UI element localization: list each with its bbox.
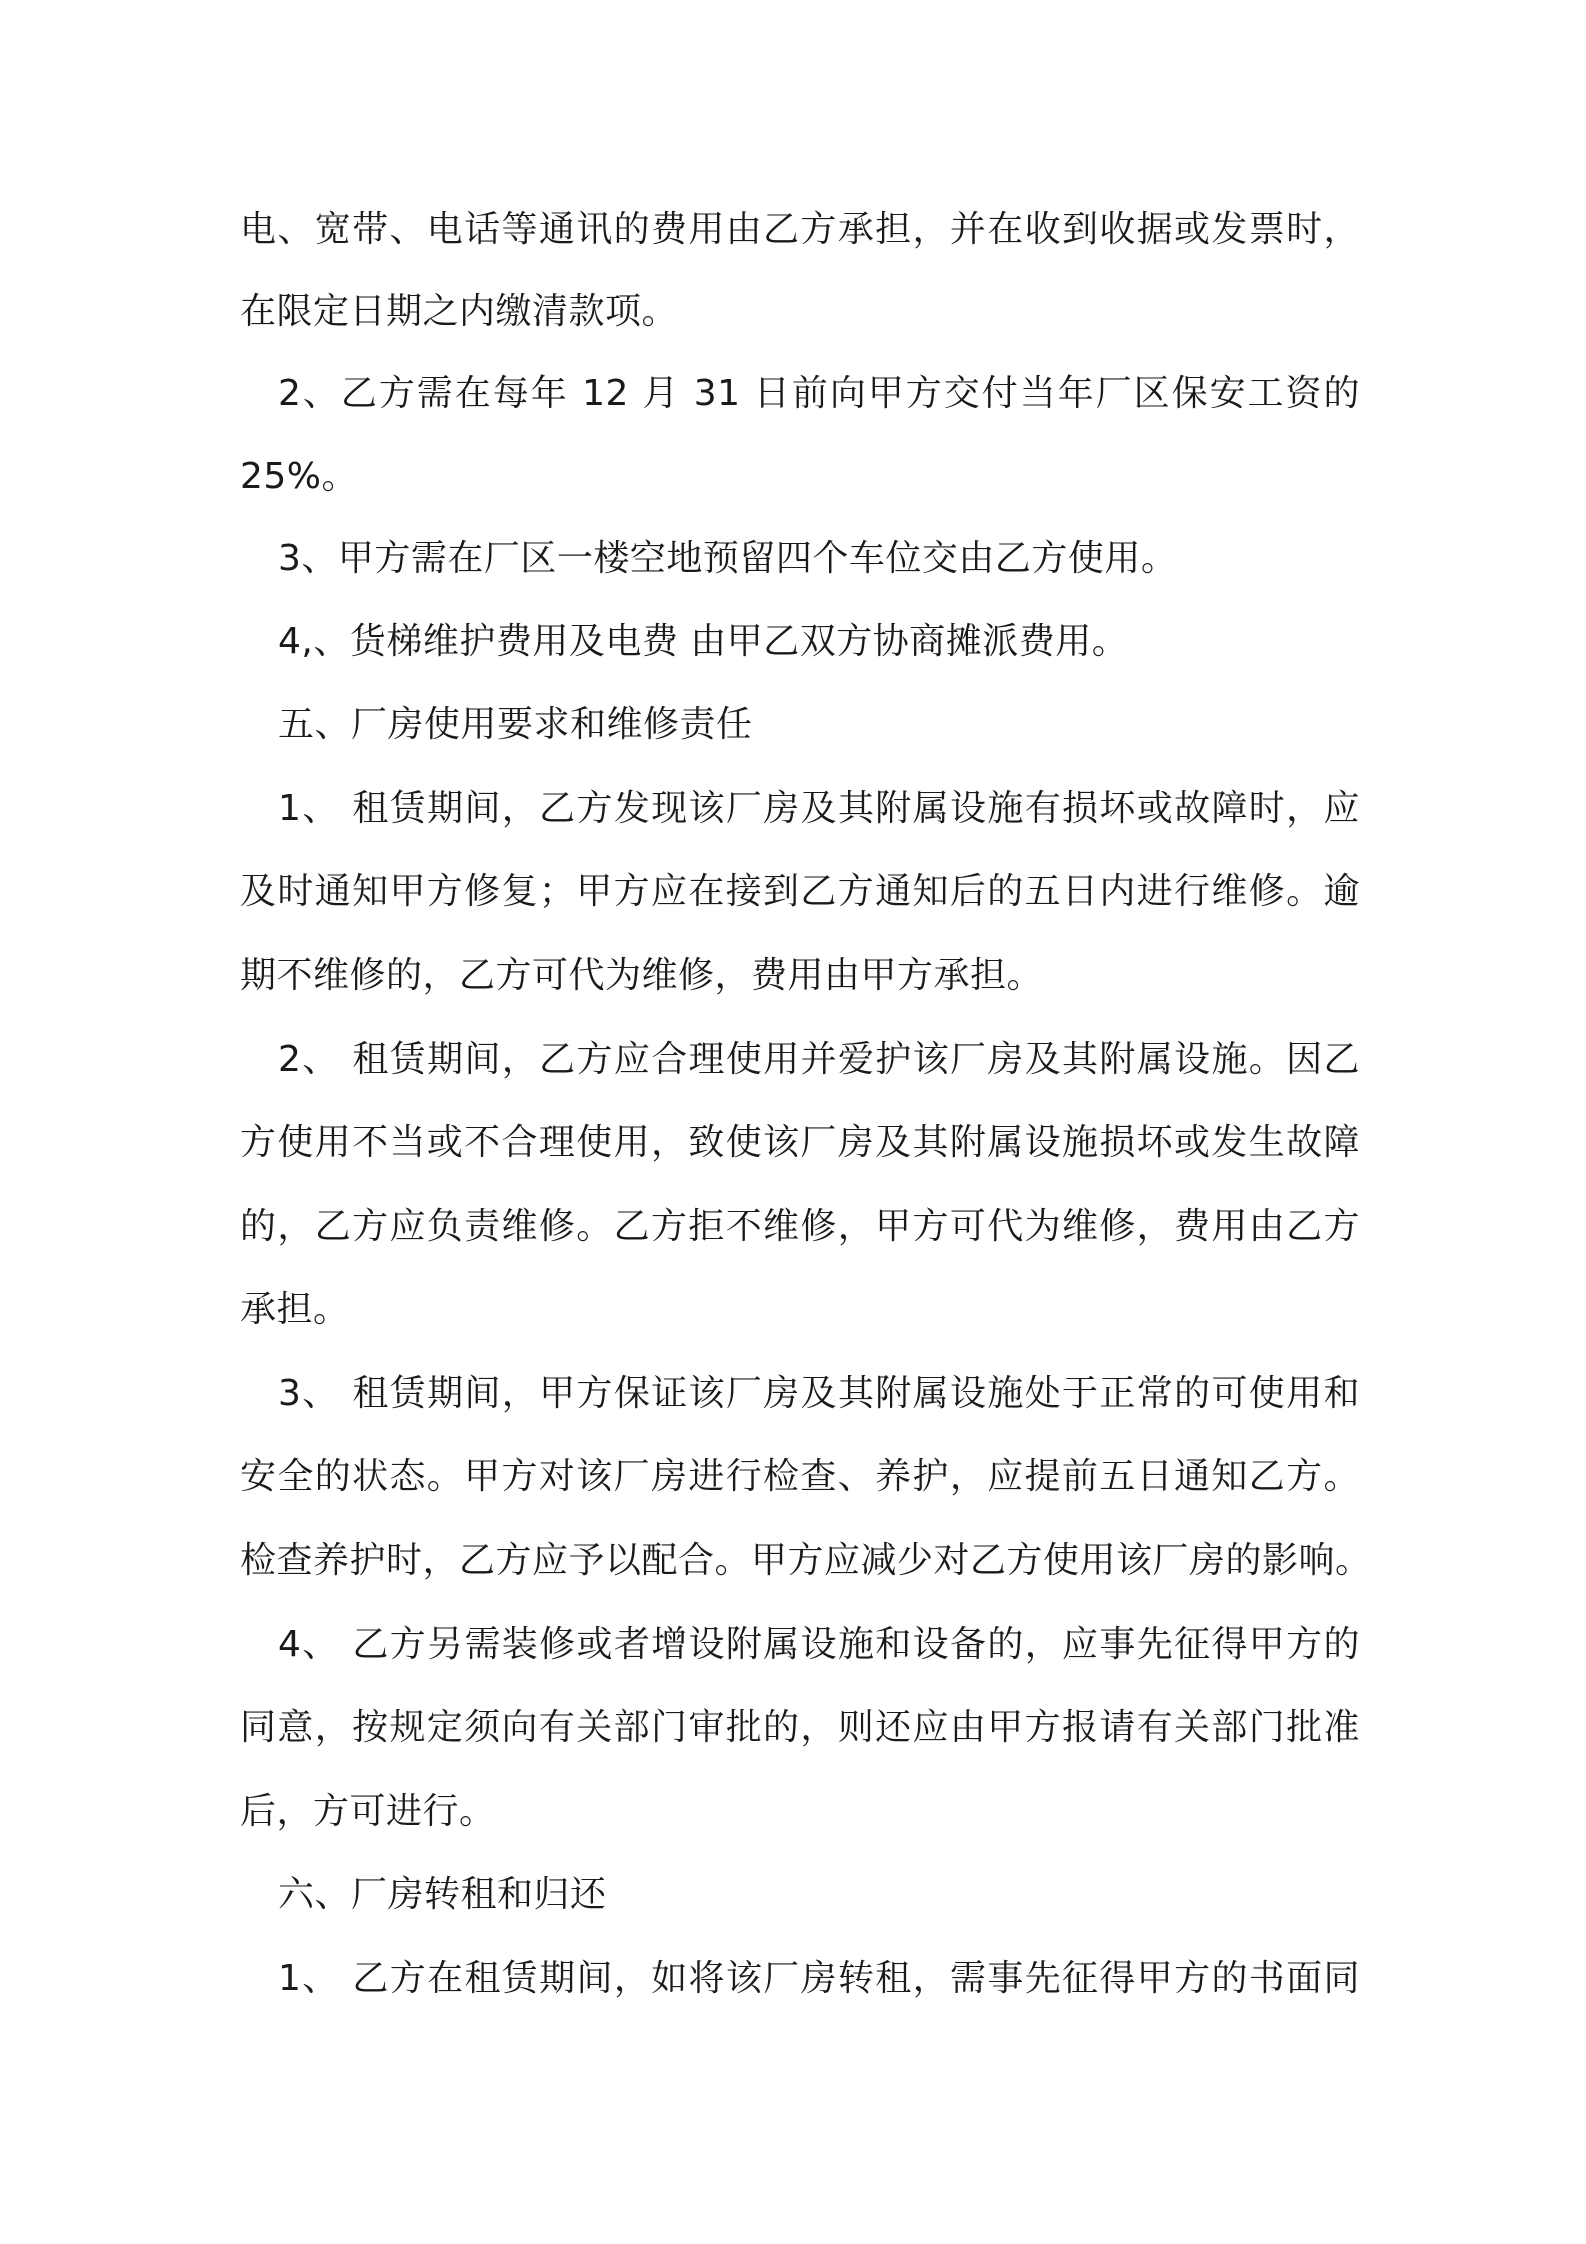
- text-line: 在限定日期之内缴清款项。: [240, 291, 679, 332]
- text-line: 及时通知甲方修复；甲方应在接到乙方通知后的五日内进行维修。逾: [240, 871, 1360, 912]
- text-line: 25%。: [240, 456, 359, 497]
- text-line: 同意，按规定须向有关部门审批的，则还应由甲方报请有关部门批准: [240, 1707, 1360, 1748]
- text-line: 检查养护时，乙方应予以配合。甲方应减少对乙方使用该厂房的影响。: [240, 1540, 1372, 1581]
- text-line: 的，乙方应负责维修。乙方拒不维修，甲方可代为维修，费用由乙方: [240, 1206, 1360, 1247]
- text-line: 4、 乙方另需装修或者增设附属设施和设备的，应事先征得甲方的: [278, 1624, 1360, 1665]
- text-line: 2、 租赁期间，乙方应合理使用并爱护该厂房及其附属设施。因乙: [278, 1039, 1360, 1080]
- text-line: 方使用不当或不合理使用，致使该厂房及其附属设施损坏或发生故障: [240, 1122, 1360, 1163]
- section-heading: 五、厂房使用要求和维修责任: [278, 704, 753, 745]
- text-line: 3、 租赁期间，甲方保证该厂房及其附属设施处于正常的可使用和: [278, 1373, 1360, 1414]
- text-line: 4,、货梯维护费用及电费 由甲乙双方协商摊派费用。: [278, 621, 1129, 662]
- section-heading: 六、厂房转租和归还: [278, 1874, 607, 1915]
- text-line: 期不维修的，乙方可代为维修，费用由甲方承担。: [240, 955, 1044, 996]
- text-line: 安全的状态。甲方对该厂房进行检查、养护，应提前五日通知乙方。: [240, 1456, 1360, 1497]
- text-line: 承担。: [240, 1289, 350, 1330]
- text-line: 3、甲方需在厂区一楼空地预留四个车位交由乙方使用。: [278, 538, 1178, 579]
- text-line: 电、宽带、电话等通讯的费用由乙方承担，并在收到收据或发票时，: [240, 209, 1360, 250]
- text-line: 2、乙方需在每年 12 月 31 日前向甲方交付当年厂区保安工资的: [278, 373, 1360, 414]
- text-line: 1、 乙方在租赁期间，如将该厂房转租，需事先征得甲方的书面同: [278, 1958, 1360, 1999]
- text-line: 后，方可进行。: [240, 1791, 496, 1832]
- text-line: 1、 租赁期间，乙方发现该厂房及其附属设施有损坏或故障时，应: [278, 788, 1360, 829]
